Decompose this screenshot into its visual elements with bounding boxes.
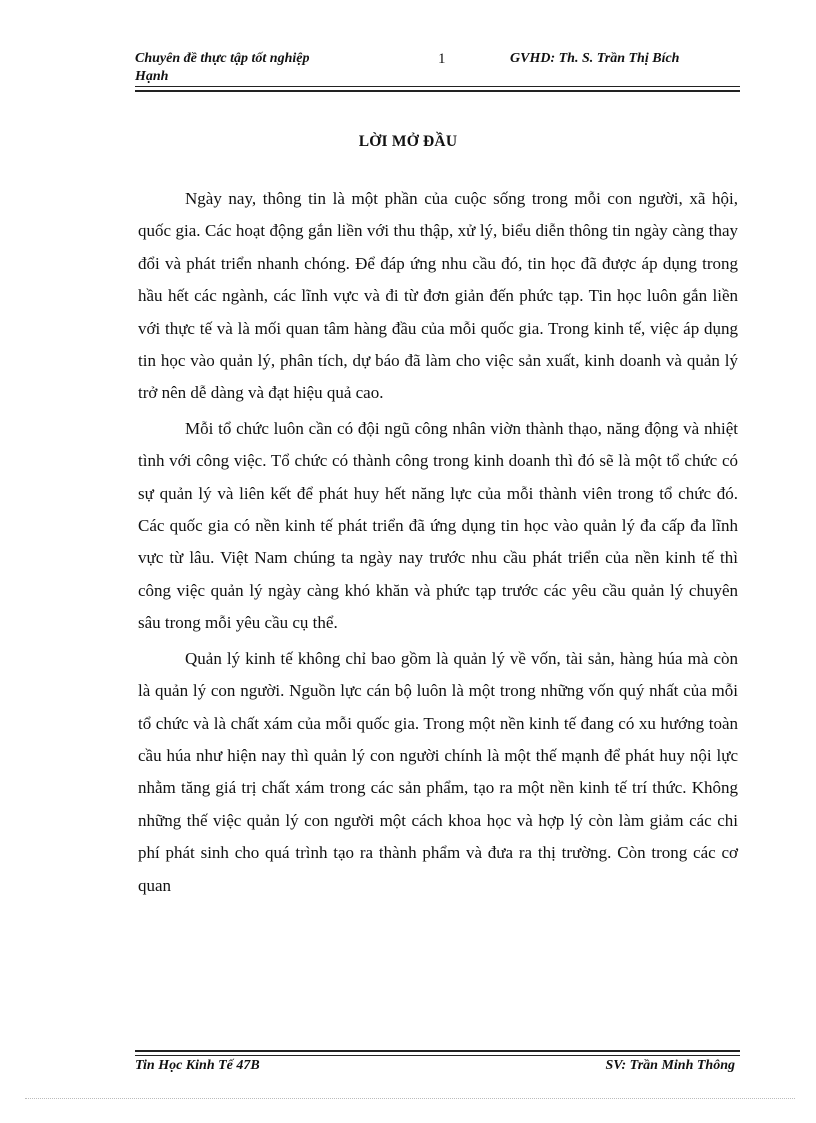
page-header [135,48,740,88]
header-thesis-title: Chuyên đề thực tập tốt nghiệp [135,51,310,66]
header-divider [135,86,740,92]
header-page-number: 1 [438,51,446,67]
footer-divider [135,1050,740,1056]
header-advisor: GVHD: Th. S. Trần Thị Bích [510,51,680,66]
page-title: LỜI MỞ ĐẦU [358,133,458,150]
footer-class: Tin Học Kinh Tế 47B [135,1058,260,1073]
document-body [138,183,738,905]
header-advisor-continued: Hạnh [135,69,169,84]
page-edge-dotted-line [25,1098,795,1100]
paragraph-1: Ngày nay, thông tin là một phần của cuộc sống trong mỗi con người, xã hội, quốc gia. Các hoạt động gắn liền với thu thập, xử lý, biểu diễn thông tin ngày càng thay đổi và phát triển nhanh chóng. Để đáp ứng nhu cầu đó, tin học đã được áp dụng trong hầu hết các ngành, các lĩnh vực và đi từ đơn giản đến phức tạp. Tin học luôn gắn liền với thực tế và là mối quan tâm hàng đầu của mỗi quốc gia. Trong kinh tế, việc áp dụng tin học vào quản lý, phân tích, dự báo đã làm cho việc sản xuất, kinh doanh và quản lý trở nên dễ dàng và đạt hiệu quả cao. [138,189,738,403]
footer-student: SV: Trần Minh Thông [605,1058,735,1073]
paragraph-2: Mỗi tổ chức luôn cần có đội ngũ công nhân viờn thành thạo, năng động và nhiệt tình với công việc. Tổ chức có thành công trong kinh doanh thì đó sẽ là một tổ chức có sự quản lý và liên kết để phát huy hết năng lực của mỗi thành viên trong tổ chức đó. Các quốc gia có nền kinh tế phát triển đã ứng dụng tin học vào quản lý đa cấp đa lĩnh vực từ lâu. Việt Nam chúng ta ngày nay trước nhu cầu phát triển của nền kinh tế thì công việc quản lý ngày càng khó khăn và phức tạp trước các yêu cầu quản lý chuyên sâu trong mỗi yêu cầu cụ thể. [138,418,738,633]
paragraph-3: Quản lý kinh tế không chỉ bao gồm là quản lý về vốn, tài sản, hàng húa mà còn là quản lý con người. Nguồn lực cán bộ luôn là một trong những vốn quý nhất của mỗi tổ chức và là chất xám của mỗi quốc gia. Trong một nền kinh tế đang có xu hướng toàn cầu húa như hiện nay thì quản lý con người chính là một thế mạnh để phát huy nội lực nhằm tăng giá trị chất xám trong các sản phẩm, tạo ra một nền kinh tế trí thức. Không những thế việc quản lý con người một cách khoa học và hợp lý còn làm giảm các chi phí phát sinh cho quá trình tạo ra thành phẩm và đưa ra thị trường. Còn trong các cơ quan [138,648,738,895]
